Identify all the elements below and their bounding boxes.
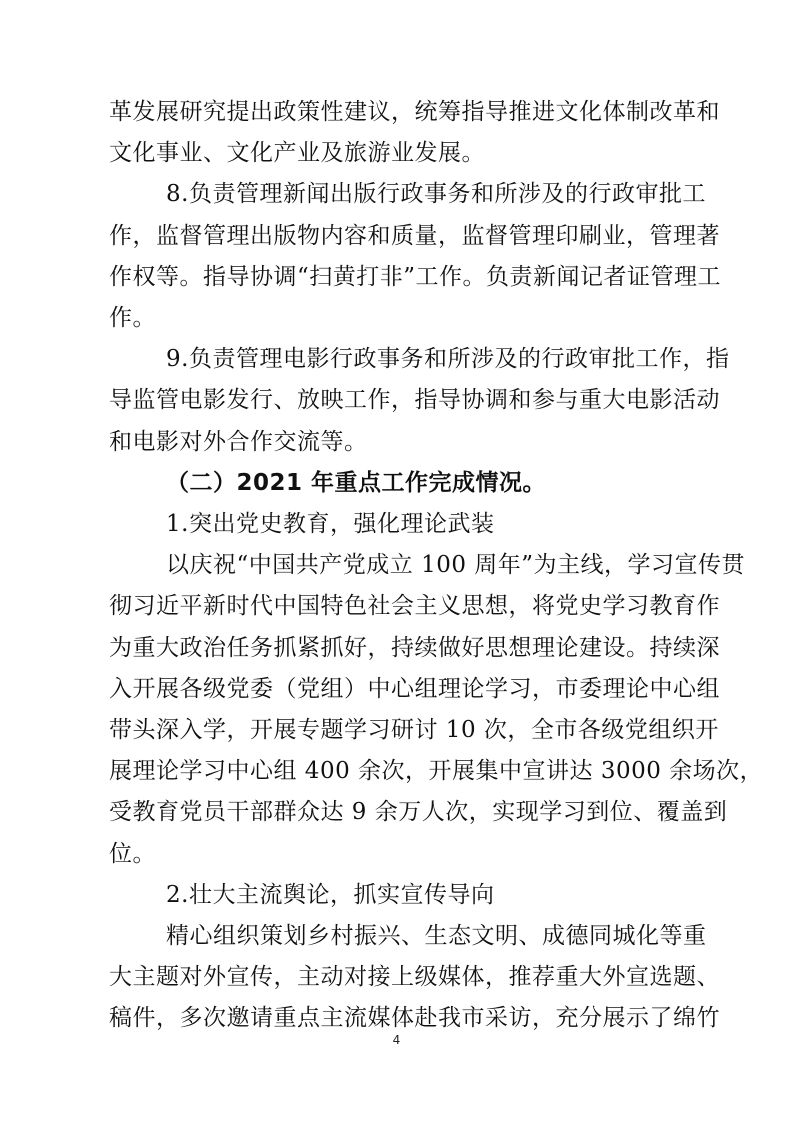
text-line: 导监管电影发行、放映工作，指导协调和参与重大电影活动 bbox=[109, 387, 720, 414]
text-line: 文化事业、文化产业及旅游业发展。 bbox=[109, 140, 485, 167]
page-number: 4 bbox=[392, 1033, 401, 1047]
text-line: 精心组织策划乡村振兴、生态文明、成德同城化等重 bbox=[166, 923, 707, 949]
text-line: 和电影对外合作交流等。 bbox=[109, 428, 368, 455]
text-line: 作。 bbox=[109, 305, 156, 331]
text-line: 以庆祝“中国共产党成立 100 周年”为主线，学习宣传贯 bbox=[166, 552, 746, 579]
text-line: 大主题对外宣传，主动对接上级媒体，推荐重大外宣选题、 bbox=[109, 964, 720, 991]
text-line: 作，监督管理出版物内容和质量，监督管理印刷业，管理著 bbox=[109, 222, 720, 249]
text-line: 8.负责管理新闻出版行政事务和所涉及的行政审批工 bbox=[166, 181, 706, 208]
text-line: 带头深入学，开展专题学习研讨 10 次，全市各级党组织开 bbox=[109, 717, 719, 743]
text-line: 作权等。指导协调“扫黄打非”工作。负责新闻记者证管理工 bbox=[109, 263, 722, 290]
subsection-title: 1.突出党史教育，强化理论武装 bbox=[166, 511, 495, 537]
text-line: 9.负责管理电影行政事务和所涉及的行政审批工作，指 bbox=[166, 346, 730, 373]
text-line: 受教育党员干部群众达 9 余万人次，实现学习到位、覆盖到 bbox=[109, 799, 728, 826]
section-heading: （二）2021 年重点工作完成情况。 bbox=[166, 469, 547, 496]
text-line: 为重大政治任务抓紧抓好，持续做好思想理论建设。持续深 bbox=[109, 634, 720, 661]
text-line: 稿件，多次邀请重点主流媒体赴我市采访，充分展示了绵竹 bbox=[109, 1005, 720, 1032]
text-line: 革发展研究提出政策性建议，统筹指导推进文化体制改革和 bbox=[109, 99, 720, 125]
subsection-title: 2.壮大主流舆论，抓实宣传导向 bbox=[166, 881, 495, 908]
text-line: 位。 bbox=[109, 840, 156, 867]
text-line: 展理论学习中心组 400 余次，开展集中宣讲达 3000 余场次， bbox=[109, 758, 764, 785]
text-line: 入开展各级党委（党组）中心组理论学习，市委理论中心组 bbox=[109, 675, 720, 702]
text-line: 彻习近平新时代中国特色社会主义思想，将党史学习教育作 bbox=[109, 593, 720, 620]
